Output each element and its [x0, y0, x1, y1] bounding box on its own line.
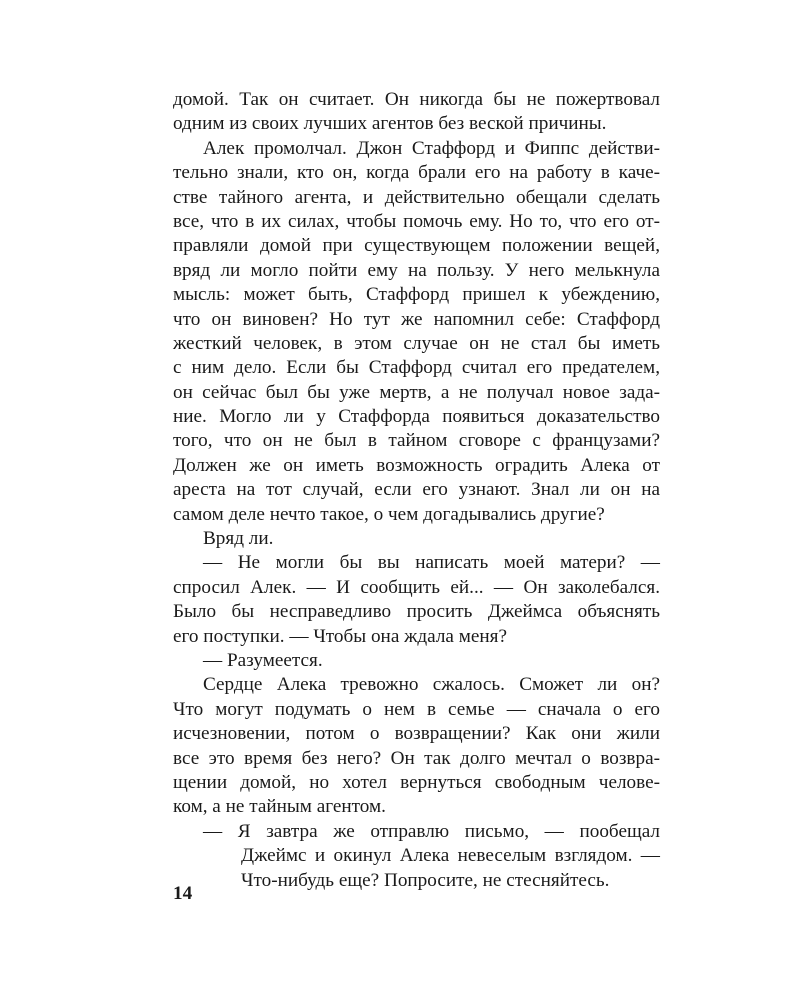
text-line: правляли домой при существующем положении вещей, [173, 235, 660, 257]
text-line: вряд ли могло пойти ему на пользу. У него мелькнула [173, 259, 660, 281]
text-line: Вряд ли. [203, 528, 274, 550]
text-line: Что могут подумать о нем в семье — сначала о его [173, 698, 660, 720]
text-line: спросил Алек. — И сообщить ей... — Он заколебался. [173, 576, 660, 598]
text-line: Джеймс и окинул Алека невеселым взглядом. — [241, 845, 660, 867]
body-text [173, 88, 660, 893]
text-line: Сердце Алека тревожно сжалось. Сможет ли он? [203, 674, 660, 696]
text-line: стве тайного агента, и действительно обещали сделать [173, 186, 660, 208]
page-number: 14 [173, 883, 193, 904]
text-line: Алек промолчал. Джон Стаффорд и Фиппс действи- [203, 137, 660, 159]
text-line: жесткий человек, в этом случае он не стал бы иметь [173, 332, 660, 354]
text-line: — Не могли бы вы написать моей матери? — [203, 552, 660, 574]
text-line: все это время без него? Он так долго мечтал о возвра- [173, 747, 660, 769]
text-line: он сейчас был бы уже мертв, а не получал новое зада- [173, 381, 660, 403]
text-line: исчезновении, потом о возвращении? Как они жили [173, 723, 660, 745]
text-line: самом деле нечто такое, о чем догадывались другие? [173, 503, 605, 525]
text-line: все, что в их силах, чтобы помочь ему. Но то, что его от- [173, 210, 660, 232]
text-line: ние. Могло ли у Стаффорда появиться доказательство [173, 406, 660, 428]
text-line: одним из своих лучших агентов без веской причины. [173, 113, 607, 135]
text-line: щении домой, но хотел вернуться свободным челове- [173, 771, 660, 793]
text-line: Было бы несправедливо просить Джеймса объяснять [173, 601, 660, 623]
text-line: с ним дело. Если бы Стаффорд считал его предателем, [173, 357, 660, 379]
text-line: его поступки. — Чтобы она ждала меня? [173, 625, 508, 647]
text-line: — Я завтра же отправлю письмо, — пообещал [203, 820, 660, 842]
text-line: того, что он не был в тайном сговоре с французами? [173, 430, 660, 452]
text-line: — Разумеется. [203, 649, 323, 671]
text-line: Должен же он иметь возможность оградить Алека от [173, 454, 660, 476]
text-line: Что-нибудь еще? Попросите, не стесняйтесь. [241, 869, 610, 891]
text-line: что он виновен? Но тут же напомнил себе: Стаффорд [173, 308, 660, 330]
text-line: мысль: может быть, Стаффорд пришел к убеждению, [173, 284, 660, 306]
text-line: ком, а не тайным агентом. [173, 796, 386, 818]
text-line: ареста на тот случай, если его узнают. Знал ли он на [173, 479, 660, 501]
text-line: тельно знали, кто он, когда брали его на работу в каче- [173, 162, 660, 184]
text-line: домой. Так он считает. Он никогда бы не пожертвовал [173, 89, 660, 110]
